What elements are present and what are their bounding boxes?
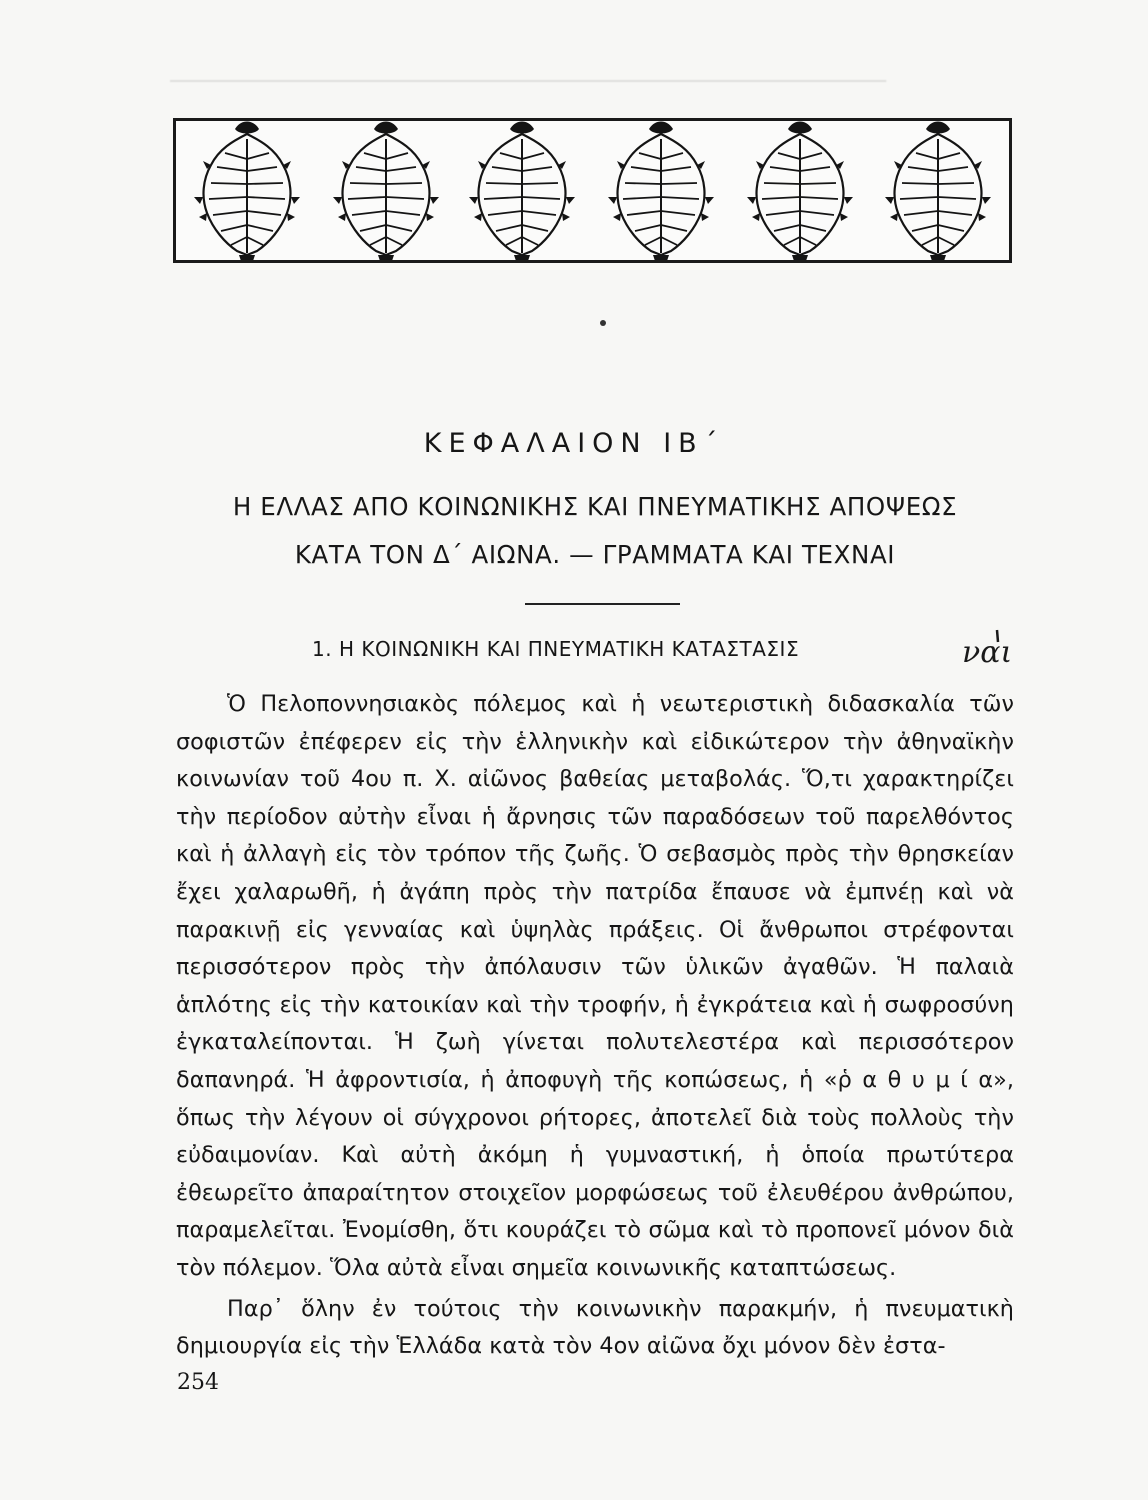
section-heading: 1. Η ΚΟΙΝΩΝΙΚΗ ΚΑΙ ΠΝΕΥΜΑΤΙΚΗ ΚΑΤΑΣΤΑΣΙΣ	[312, 637, 800, 661]
ornament-band	[173, 118, 1012, 263]
paragraph: Ὁ Πελοποννησιακὸς πόλεμος καὶ ἡ νεωτεριστικὴ διδασκαλία τῶν σοφιστῶν ἐπέφερεν εἰς τὴν ἑλληνικὴν καὶ εἰδικώτερον τὴν ἀθηναϊκὴν κοινωνίαν τοῦ 4ου π. Χ. αἰῶνος βαθείας μεταβολάς. Ὅ,τι χαρακτηρίζει τὴν περίοδον αὐτὴν εἶναι ἡ ἄρνησις τῶν παραδόσεων τοῦ παρελθόντος καὶ ἡ ἀλλαγὴ εἰς τὸν τρόπον τῆς ζωῆς. Ὁ σεβασμὸς πρὸς τὴν θρησκείαν ἔχει χαλαρωθῆ, ἡ ἀγάπη πρὸς τὴν πατρίδα ἔπαυσε νὰ ἐμπνέῃ καὶ νὰ παρακινῇ εἰς γενναίας καὶ ὑψηλὰς πράξεις. Οἱ ἄνθρωποι στρέφονται περισσότερον πρὸς τὴν ἀπόλαυσιν τῶν ὑλικῶν ἀγαθῶν. Ἡ παλαιὰ ἁπλότης εἰς τὴν κατοικίαν καὶ τὴν τροφήν, ἡ ἐγκράτεια καὶ ἡ σωφροσύνη ἐγκαταλείπονται. Ἡ ζωὴ γίνεται πολυτελεστέρα καὶ περισσότερον δαπανηρά. Ἡ ἀφροντισία, ἡ ἀποφυγὴ τῆς κοπώσεως, ἡ «ῥ α θ υ μ ί α», ὅπως τὴν λέγουν οἱ σύγχρονοι ρήτορες, ἀποτελεῖ διὰ τοὺς πολλοὺς τὴν εὐδαιμονίαν. Καὶ αὐτὴ ἀκόμη ἡ γυμναστική, ἡ ὁποία πρωτύτερα ἐθεωρεῖτο ἀπαραίτητον στοιχεῖον μορφώσεως τοῦ ἐλευθέρου ἀνθρώπου, παραμελεῖται. Ἐνομίσθη, ὅτι κουράζει τὸ σῶμα καὶ τὸ προπονεῖ μόνον διὰ τὸν πόλεμον. Ὅλα αὐτὰ εἶναι σημεῖα κοινωνικῆς καταπτώσεως.	[176, 691, 1014, 1281]
handwritten-note	[960, 628, 1020, 673]
bleed-through: ▔▔▔▔▔▔▔▔▔▔▔▔▔▔▔▔▔▔▔▔▔▔▔▔▔▔▔▔▔▔▔▔▔▔▔▔▔▔▔▔▔▔▔▔▔▔▔▔▔	[170, 80, 886, 102]
chapter-title-line-1: Η ΕΛΛΑΣ ΑΠΟ ΚΟΙΝΩΝΙΚΗΣ ΚΑΙ ΠΝΕΥΜΑΤΙΚΗΣ ΑΠΟΨΕΩΣ	[232, 492, 958, 521]
title-divider	[525, 603, 680, 605]
acanthus-ornament-icon	[176, 121, 1009, 260]
handwritten-note-text: ναι	[962, 635, 1013, 670]
page-number: 254	[177, 1370, 219, 1395]
chapter-title-line-2: ΚΑΤΑ ΤΟΝ Δ΄ ΑΙΩΝΑ. — ΓΡΑΜΜΑΤΑ ΚΑΙ ΤΕΧΝΑΙ	[294, 540, 896, 569]
paragraph: Παρ᾽ ὅλην ἐν τούτοις τὴν κοινωνικὴν παρακμήν, ἡ πνευματικὴ δημιουργία εἰς τὴν Ἑλλάδα κατὰ τὸν 4ον αἰῶνα ὄχι μόνον δὲν ἐστα-	[176, 1295, 1014, 1360]
body-text	[176, 686, 1014, 1366]
chapter-heading: ΚΕΦΑΛΑΙΟΝ ΙΒ΄	[423, 428, 725, 459]
ink-speck	[600, 320, 606, 326]
